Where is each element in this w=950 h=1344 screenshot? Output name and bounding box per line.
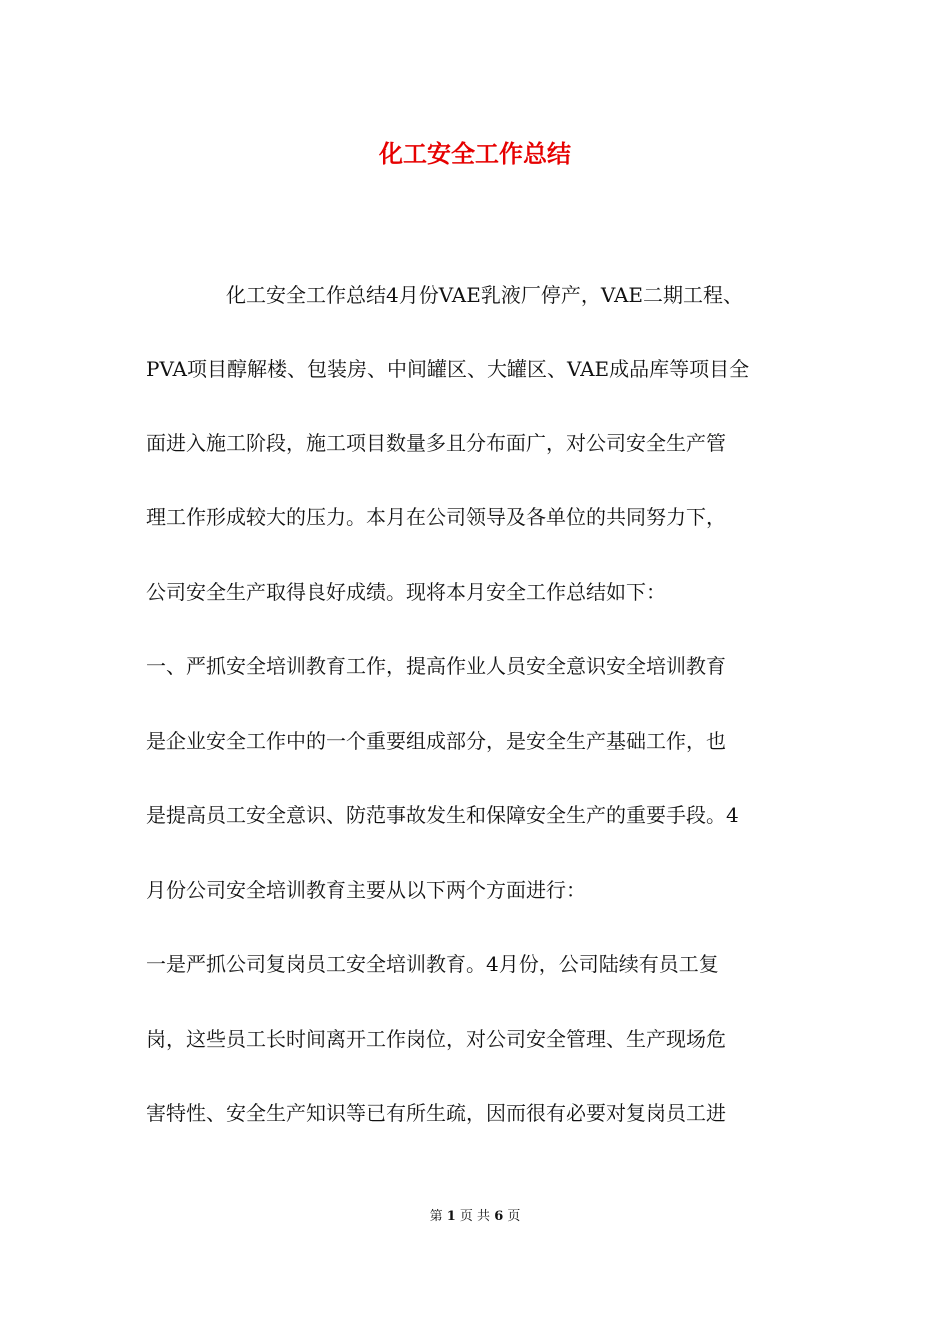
page-title: 化工安全工作总结 [379, 140, 571, 168]
body-line-8: 是提高员工安全意识、防范事故发生和保障安全生产的重要手段。4 [146, 803, 739, 827]
footer-suffix: 页 [507, 1209, 521, 1224]
footer-page-number: 1 [446, 1209, 456, 1224]
body-line-9: 月份公司安全培训教育主要从以下两个方面进行： [146, 878, 586, 902]
body-line-5: 公司安全生产取得良好成绩。现将本月安全工作总结如下： [146, 580, 666, 604]
footer-prefix: 第 [429, 1209, 443, 1224]
body-line-1: 化工安全工作总结4月份VAE乳液厂停产，VAE二期工程、 [146, 283, 743, 307]
page-footer [0, 1208, 950, 1226]
body-line-11: 岗，这些员工长时间离开工作岗位，对公司安全管理、生产现场危 [146, 1027, 726, 1051]
body-line-4: 理工作形成较大的压力。本月在公司领导及各单位的共同努力下， [146, 505, 726, 529]
body-line-10: 一是严抓公司复岗员工安全培训教育。4月份，公司陆续有员工复 [146, 952, 719, 976]
footer-total-pages: 6 [494, 1209, 504, 1224]
body-line-6: 一、严抓安全培训教育工作，提高作业人员安全意识安全培训教育 [146, 654, 726, 678]
body-line-12: 害特性、安全生产知识等已有所生疏，因而很有必要对复岗员工进 [146, 1101, 726, 1125]
body-line-2: PVA项目醇解楼、包装房、中间罐区、大罐区、VAE成品库等项目全 [146, 357, 750, 381]
body-line-7: 是企业安全工作中的一个重要组成部分，是安全生产基础工作，也 [146, 729, 726, 753]
footer-middle: 页 共 [459, 1209, 491, 1224]
body-line-3: 面进入施工阶段，施工项目数量多且分布面广，对公司安全生产管 [146, 431, 726, 455]
